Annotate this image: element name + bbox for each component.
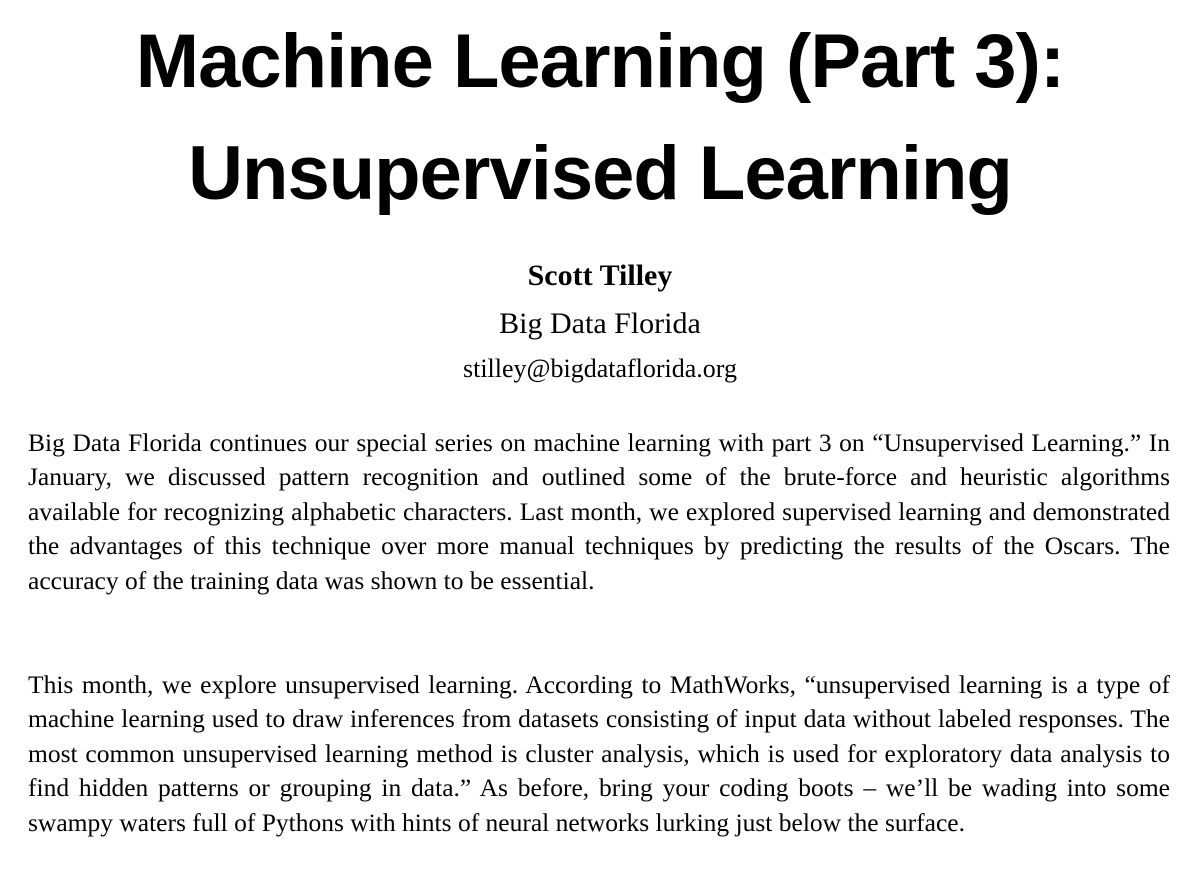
article-title-line-1: Machine Learning (Part 3):: [135, 19, 1065, 104]
intro-paragraph: Big Data Florida continues our special series on machine learning with part 3 on “Unsupervised Learning.” In January, we discussed pattern recognition and outlined some of the brute-force and heuristic algorithms available for recognizing alphabetic characters. Last month, we explored supervised learning and demonstrated the advantages of this technique over more manual techniques by predicting the results of the Oscars. The accuracy of the training data was shown to be essential.: [28, 428, 1170, 595]
author-email: stilley@bigdataflorida.org: [462, 354, 737, 383]
author-name: Scott Tilley: [527, 259, 673, 292]
author-organization: Big Data Florida: [499, 307, 701, 340]
author-block: [0, 252, 1200, 390]
body-paragraph: This month, we explore unsupervised learning. According to MathWorks, “unsupervised learning is a type of machine learning used to draw inferences from datasets consisting of input data without labeled responses. The most common unsupervised learning method is cluster analysis, which is used for exploratory data analysis to find hidden patterns or grouping in data.” As before, bring your coding boots – we’ll be wading into some swampy waters full of Pythons with hints of neural networks lurking just below the surface.: [28, 670, 1170, 837]
article-title: [0, 6, 1200, 230]
article-title-line-2: Unsupervised Learning: [188, 131, 1012, 216]
